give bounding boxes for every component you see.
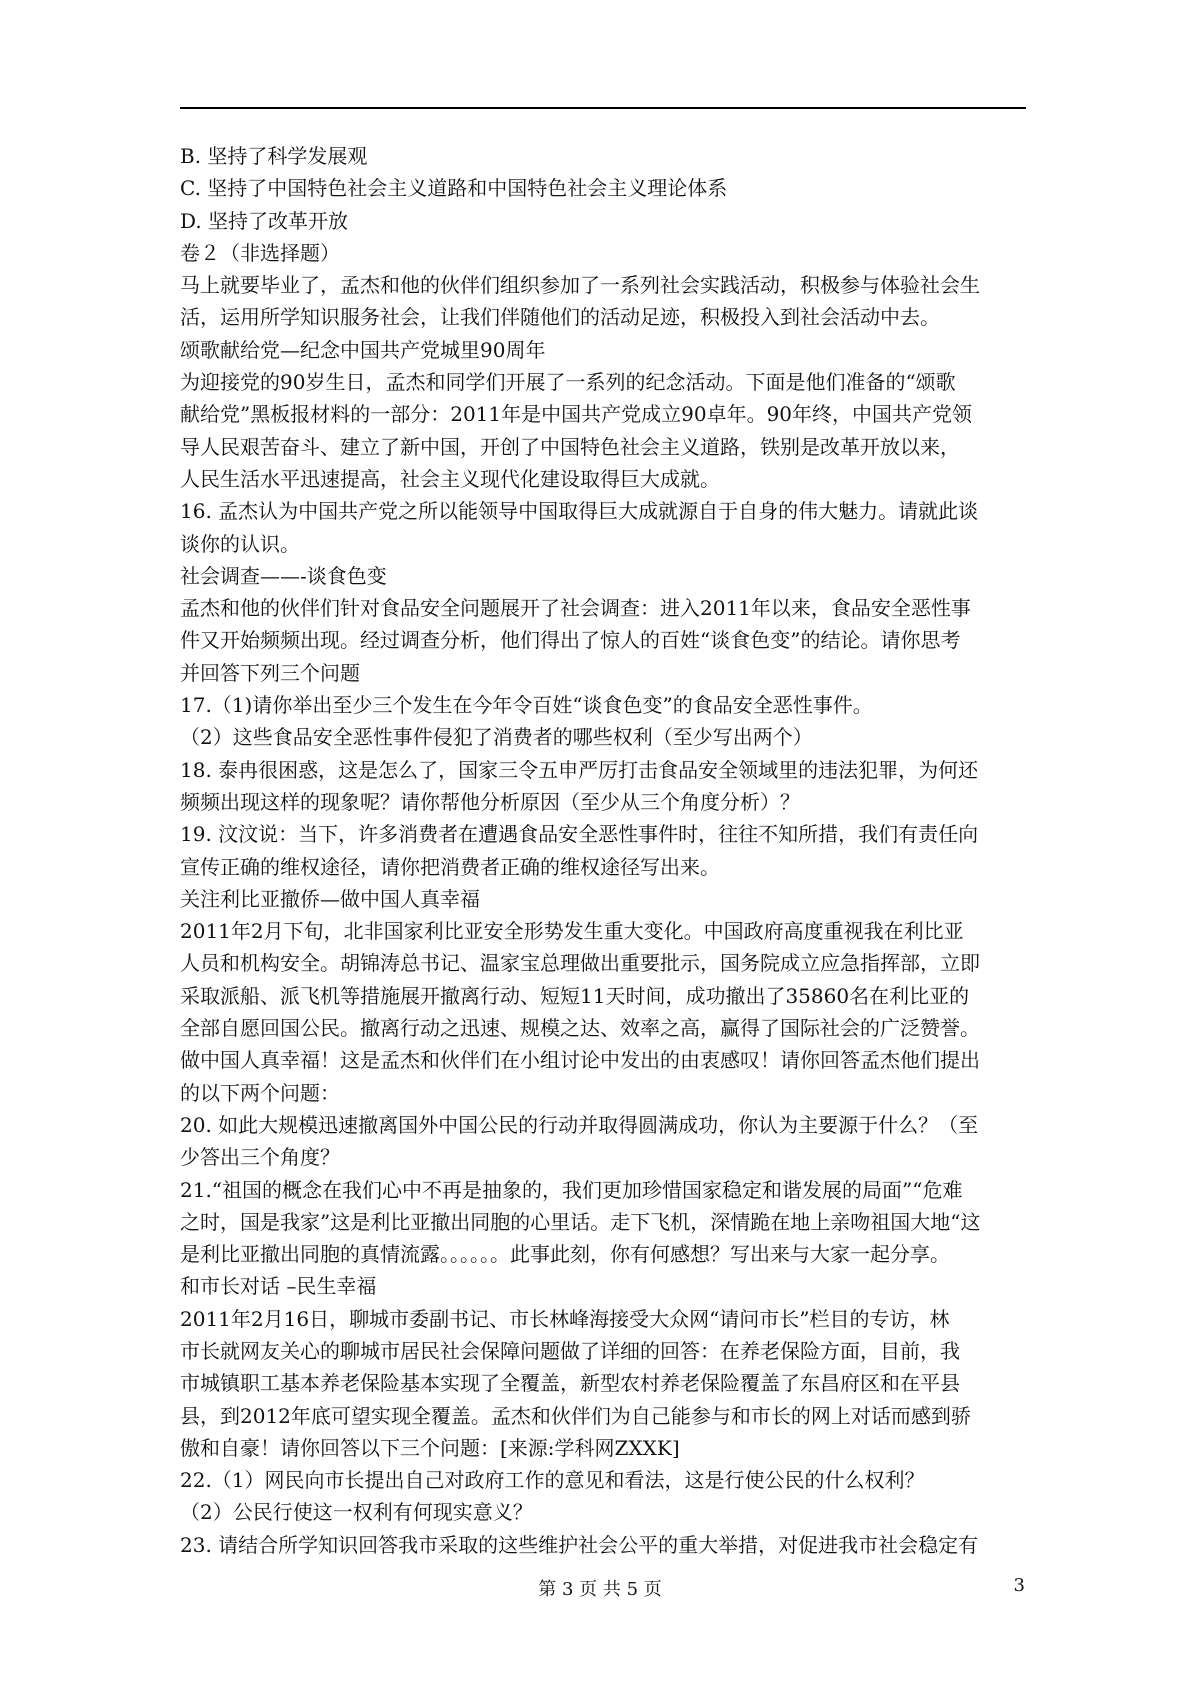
text-line: 宣传正确的维权途径，请你把消费者正确的维权途径写出来。 <box>180 854 720 879</box>
page-footer <box>0 1575 1200 1605</box>
text-line: （2）这些食品安全恶性事件侵犯了消费者的哪些权利（至少写出两个） <box>180 725 813 750</box>
text-line: 社会调查——-谈食色变 <box>180 563 387 588</box>
text-line: 之时，国是我家”这是利比亚撤出同胞的心里话。走下飞机，深情跪在地上亲吻祖国大地“这 <box>180 1209 981 1234</box>
text-line: 颂歌献给党—纪念中国共产党城里90周年 <box>180 337 546 362</box>
text-line: 21.“祖国的概念在我们心中不再是抽象的，我们更加珍惜国家稳定和谐发展的局面”“危难 <box>180 1177 963 1202</box>
text-line: 卷２（非选择题） <box>180 240 340 265</box>
text-line: 2011年2月16日，聊城市委副书记、市长林峰海接受大众网“请问市长”栏目的专访，林 <box>180 1306 950 1331</box>
text-line: 全部自愿回国公民。撤离行动之迅速、规模之达、效率之高，赢得了国际社会的广泛赞誉。 <box>180 1016 980 1041</box>
text-line: C. 坚持了中国特色社会主义道路和中国特色社会主义理论体系 <box>180 176 728 201</box>
text-line: 22.（1）网民向市长提出自己对政府工作的意见和看法，这是行使公民的什么权利？ <box>180 1468 925 1493</box>
text-line: 为迎接党的90岁生日，孟杰和同学们开展了一系列的纪念活动。下面是他们准备的“颂歌 <box>180 370 956 395</box>
text-line: 的以下两个问题： <box>180 1080 340 1105</box>
text-line: 20. 如此大规模迅速撤离国外中国公民的行动并取得圆满成功，你认为主要源于什么？（至 <box>180 1112 979 1137</box>
text-line: 做中国人真幸福！这是孟杰和伙伴们在小组讨论中发出的由衷感叹！请你回答孟杰他们提出 <box>180 1048 980 1073</box>
text-line: 2011年2月下旬，北非国家利比亚安全形势发生重大变化。中国政府高度重视我在利比亚 <box>180 919 964 944</box>
text-line: 频频出现这样的现象呢？请你帮他分析原因（至少从三个角度分析）？ <box>180 789 800 814</box>
text-line: 19. 汶汶说：当下，许多消费者在遭遇食品安全恶性事件时，往往不知所措，我们有责任向 <box>180 822 979 847</box>
text-line: 关注利比亚撤侨—做中国人真幸福 <box>180 886 480 911</box>
text-line: 市长就网友关心的聊城市居民社会保障问题做了详细的回答：在养老保险方面，目前，我 <box>180 1338 960 1363</box>
text-line: 采取派船、派飞机等措施展开撤离行动、短短11天时间，成功撤出了35860名在利比亚的 <box>180 983 970 1008</box>
text-line: 件又开始频频出现。经过调查分析，他们得出了惊人的百姓“谈食色变”的结论。请你思考 <box>180 628 961 653</box>
text-line: （2）公民行使这一权利有何现实意义？ <box>180 1500 533 1525</box>
text-line: 少答出三个角度？ <box>180 1145 340 1170</box>
text-line: 县，到2012年底可望实现全覆盖。孟杰和伙伴们为自己能参与和市长的网上对话而感到骄 <box>180 1403 971 1428</box>
text-line: 18. 泰冉很困惑，这是怎么了，国家三令五申严厉打击食品安全领域里的违法犯罪，为何还 <box>180 757 979 782</box>
page-number: 3 <box>1013 1575 1025 1596</box>
page-count-label: 第 3 页 共 5 页 <box>538 1579 662 1600</box>
text-line: 市城镇职工基本养老保险基本实现了全覆盖，新型农村养老保险覆盖了东昌府区和在平县 <box>180 1371 960 1396</box>
text-line: 16. 孟杰认为中国共产党之所以能领导中国取得巨大成就源自于自身的伟大魅力。请就此谈 <box>180 499 979 524</box>
text-line: 献给党”黑板报材料的一部分：2011年是中国共产党成立90卓年。90年终，中国共产党领 <box>180 402 973 427</box>
text-line: 谈你的认识。 <box>180 531 300 556</box>
text-line: D. 坚持了改革开放 <box>180 208 349 233</box>
text-line: 孟杰和他的伙伴们针对食品安全问题展开了社会调查：进入2011年以来，食品安全恶性事 <box>180 596 971 621</box>
header-rule <box>180 107 1026 109</box>
text-line: 是利比亚撤出同胞的真情流露。。。。。。此事此刻，你有何感想？写出来与大家一起分享。 <box>180 1242 950 1267</box>
document-body <box>180 140 1030 1561</box>
text-line: 并回答下列三个问题 <box>180 660 360 685</box>
text-line: 和市长对话 –民生幸福 <box>180 1274 377 1299</box>
text-line: B. 坚持了科学发展观 <box>180 144 368 168</box>
text-line: 17.（1)请你举出至少三个发生在今年令百姓“谈食色变”的食品安全恶性事件。 <box>180 693 873 718</box>
text-line: 傲和自豪！请你回答以下三个问题：[来源:学科网ZXXK] <box>180 1435 680 1460</box>
text-line: 23. 请结合所学知识回答我市采取的这些维护社会公平的重大举措，对促进我市社会稳定有 <box>180 1532 979 1557</box>
text-line: 人民生活水平迅速提高，社会主义现代化建设取得巨大成就。 <box>180 466 720 491</box>
text-line: 导人民艰苦奋斗、建立了新中国，开创了中国特色社会主义道路，铁别是改革开放以来， <box>180 434 960 459</box>
text-line: 马上就要毕业了，孟杰和他的伙伴们组织参加了一系列社会实践活动，积极参与体验社会生 <box>180 273 980 298</box>
text-line: 人员和机构安全。胡锦涛总书记、温家宝总理做出重要批示，国务院成立应急指挥部，立即 <box>180 951 980 976</box>
text-line: 活，运用所学知识服务社会，让我们伴随他们的活动足迹，积极投入到社会活动中去。 <box>180 305 940 330</box>
